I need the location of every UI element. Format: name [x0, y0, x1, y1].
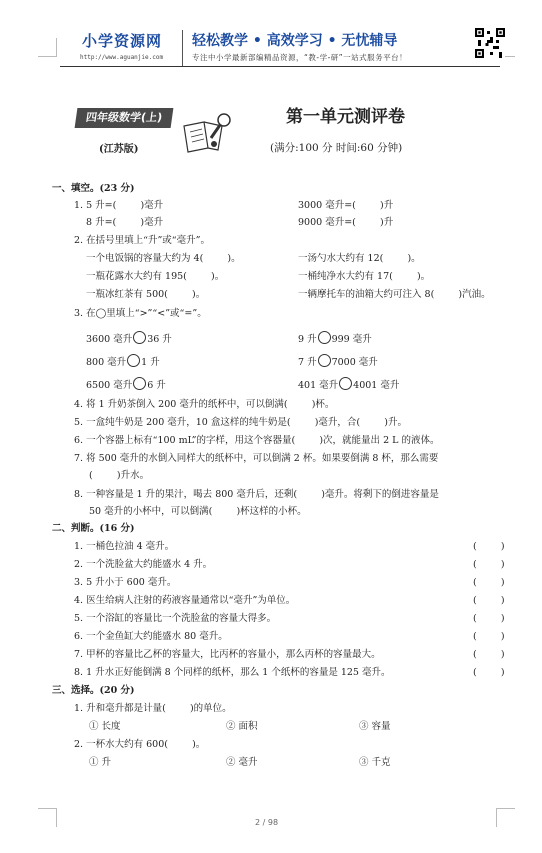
q3-left-2b: 1 升 — [141, 357, 160, 368]
answer-paren[interactable]: ( ) — [473, 631, 505, 642]
section-1-heading: 一、填空。(23 分) — [52, 183, 135, 194]
header-rule — [60, 66, 500, 67]
choice-q2-option-3[interactable]: ③ 千克 — [359, 757, 391, 768]
compare-circle[interactable] — [127, 354, 140, 367]
site-url: http://www.aguanjie.com — [80, 54, 164, 61]
choice-q2-option-1[interactable]: ① 升 — [89, 757, 112, 768]
page-title: 第一单元测评卷 — [286, 107, 405, 127]
section-2-heading: 二、判断。(16 分) — [52, 523, 135, 534]
q3-row-1-left — [86, 331, 172, 346]
choice-q2-option-2[interactable]: ② 毫升 — [226, 757, 258, 768]
q3-left-1b: 36 升 — [147, 334, 172, 345]
answer-paren[interactable]: ( ) — [473, 649, 505, 660]
q4: 4. 将 1 升奶茶倒入 200 毫升的纸杯中，可以倒满( )杯。 — [74, 399, 335, 410]
q3-row-3-right — [298, 377, 399, 392]
q2-item-2: 一汤勺水大约有 12( )。 — [298, 253, 421, 264]
q2-item-5: 一瓶冰红茶有 500( )。 — [86, 289, 206, 300]
compare-circle[interactable] — [133, 377, 146, 390]
q2-item-6: 一辆摩托车的油箱大约可注入 8( )汽油。 — [298, 289, 491, 300]
q1-item-b: 3000 毫升=( )升 — [298, 200, 394, 211]
q3-right-1b: 999 毫升 — [331, 334, 372, 345]
q2-item-1: 一个电饭锅的容量大约为 4( )。 — [86, 253, 241, 264]
choice-q1-option-3[interactable]: ③ 容量 — [359, 721, 391, 732]
choice-q1-option-2[interactable]: ② 面积 — [226, 721, 258, 732]
book-and-magnifier-icon — [178, 112, 238, 157]
choice-q1-option-1[interactable]: ① 长度 — [89, 721, 121, 732]
q3-left-3a: 6500 毫升 — [86, 380, 133, 391]
crop-mark-bottom-right — [496, 808, 515, 827]
header-subtitle: 专注中小学最新部编精品资源，“教-学-研”一站式服务平台！ — [192, 53, 408, 62]
q3-row-2-right — [298, 354, 378, 369]
judge-item-2: 2. 一个洗脸盆大约能盛水 4 升。 — [74, 559, 213, 570]
judge-item-7: 7. 甲杯的容量比乙杯的容量大，比丙杯的容量小，那么丙杯的容量最大。 — [74, 649, 381, 660]
crop-mark-bottom-left — [38, 808, 57, 827]
q3-right-2a: 7 升 — [298, 357, 317, 368]
score-info: (满分:100 分 时间:60 分钟) — [270, 142, 403, 154]
crop-mark-top-left — [38, 38, 57, 57]
q5: 5. 一盒纯牛奶是 200 毫升，10 盒这样的纯牛奶是( )毫升，合( )升。 — [74, 417, 408, 428]
q7-line-2: ( )升水。 — [89, 470, 150, 481]
header-divider — [182, 30, 183, 66]
answer-paren[interactable]: ( ) — [473, 559, 505, 570]
compare-circle[interactable] — [133, 331, 146, 344]
q3-right-1a: 9 升 — [298, 334, 317, 345]
q3-left-2a: 800 毫升 — [86, 357, 127, 368]
q3-row-2-left — [86, 354, 160, 369]
judge-item-6: 6. 一个金鱼缸大约能盛水 80 毫升。 — [74, 631, 228, 642]
q2-item-3: 一瓶花露水大约有 195( )。 — [86, 271, 225, 282]
q8-line-2: 50 毫升的小杯中，可以倒满( )杯这样的小杯。 — [89, 506, 307, 517]
q3-left-3b: 6 升 — [147, 380, 166, 391]
q2-item-4: 一桶纯净水大约有 17( )。 — [298, 271, 431, 282]
judge-item-8: 8. 1 升水正好能倒满 8 个同样的纸杯，那么 1 个纸杯的容量是 125 毫升。 — [74, 667, 391, 678]
grade-banner: 四年级数学(上) — [75, 108, 174, 128]
compare-circle[interactable] — [318, 331, 331, 344]
qr-code-icon — [475, 28, 505, 58]
q3-right-2b: 7000 毫升 — [331, 357, 378, 368]
section-3-heading: 三、选择。(20 分) — [52, 685, 135, 696]
q3-row-3-left — [86, 377, 166, 392]
judge-item-4: 4. 医生给病人注射的药液容量通常以“毫升”为单位。 — [74, 595, 296, 606]
compare-circle[interactable] — [339, 377, 352, 390]
answer-paren[interactable]: ( ) — [473, 595, 505, 606]
judge-item-1: 1. 一桶色拉油 4 毫升。 — [74, 541, 175, 552]
q8-line-1: 8. 一种容量是 1 升的果汁，喝去 800 毫升后，还剩( )毫升。将剩下的倒进容量是 — [74, 489, 439, 500]
q1-item-a: 1. 5 升=( )毫升 — [74, 200, 164, 211]
choice-q1: 1. 升和毫升都是计量( )的单位。 — [74, 703, 232, 714]
q3-row-1-right — [298, 331, 372, 346]
site-logo: 小学资源网 — [82, 32, 163, 50]
page-number: 2 / 98 — [255, 818, 279, 827]
answer-paren[interactable]: ( ) — [473, 667, 505, 678]
q3-left-1a: 3600 毫升 — [86, 334, 133, 345]
answer-paren[interactable]: ( ) — [473, 577, 505, 588]
q6: 6. 一个容器上标有“100 mL”的字样，用这个容器量( )次，就能量出 2 L 的液体。 — [74, 435, 440, 446]
q3-right-3b: 4001 毫升 — [353, 380, 400, 391]
q1-item-c: 8 升=( )毫升 — [86, 217, 164, 228]
q3-prompt: 3. 在◯里填上“>”“<”或“=”。 — [74, 308, 207, 319]
compare-circle[interactable] — [318, 354, 331, 367]
judge-item-3: 3. 5 升小于 600 毫升。 — [74, 577, 177, 588]
edition-label: (江苏版) — [99, 144, 139, 155]
q3-right-3a: 401 毫升 — [298, 380, 339, 391]
header-slogan: 轻松教学 • 高效学习 • 无忧辅导 — [192, 33, 398, 49]
q2-prompt: 2. 在括号里填上“升”或“毫升”。 — [74, 235, 211, 246]
answer-paren[interactable]: ( ) — [473, 541, 505, 552]
q7-line-1: 7. 将 500 毫升的水倒入同样大的纸杯中，可以倒满 2 杯。如果要倒满 8 杯，那么需要 — [74, 453, 439, 464]
choice-q2: 2. 一杯水大约有 600( )。 — [74, 739, 206, 750]
answer-paren[interactable]: ( ) — [473, 613, 505, 624]
judge-item-5: 5. 一个浴缸的容量比一个洗脸盆的容量大得多。 — [74, 613, 277, 624]
q1-item-d: 9000 毫升=( )升 — [298, 217, 394, 228]
